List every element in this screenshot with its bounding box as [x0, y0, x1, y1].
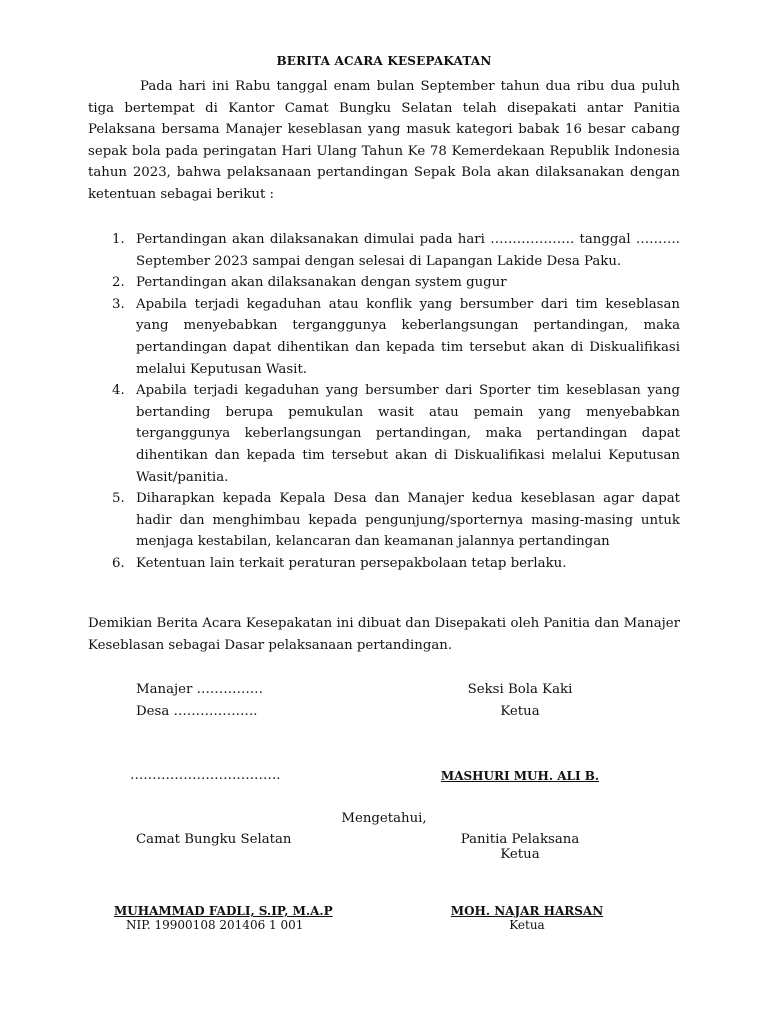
list-item: [88, 294, 680, 380]
list-item: [88, 488, 680, 553]
list-item: [88, 380, 680, 488]
camat-nip: NIP. 19900108 201406 1 001: [126, 918, 304, 932]
seksi-name: MASHURI MUH. ALI B.: [440, 769, 600, 783]
panitia-label: Panitia Pelaksana: [460, 832, 580, 847]
list-item: [88, 272, 680, 294]
item-number: 5.: [112, 491, 125, 507]
camat-name: MUHAMMAD FADLI, S.IP, M.A.P: [114, 904, 333, 918]
item-text: Pertandingan akan dilaksanakan dengan system gugur: [136, 275, 507, 291]
provisions-list: [88, 229, 680, 575]
panitia-name: MOH. NAJAR HARSAN: [450, 904, 604, 918]
item-number: 2.: [112, 275, 125, 291]
item-text: Apabila terjadi kegaduhan yang bersumber dari Sporter tim keseblasan yang bertanding berupa pemukulan wasit atau pemain yang menyebabkan terganggunya keberlangsungan pertandingan, maka pertandingan dapat dihentikan dan kepada tim tersebut akan di Diskualifikasi melalui Keputusan Wasit/panitia.: [136, 383, 680, 485]
closing-paragraph: Demikian Berita Acara Kesepakatan ini dibuat dan Disepakati oleh Panitia dan Manajer Keseblasan sebagai Dasar pelaksanaan pertandingan.: [88, 616, 680, 653]
manager-label: Manajer ……………: [136, 682, 264, 697]
item-text: Pertandingan akan dilaksanakan dimulai pada hari ………………. tanggal ………. September 2023 sampai dengan selesai di Lapangan Lakide Desa Paku.: [136, 232, 680, 269]
camat-label: Camat Bungku Selatan: [136, 832, 292, 847]
mengetahui-label: Mengetahui,: [341, 811, 427, 826]
panitia-name-title: Ketua: [509, 918, 545, 932]
desa-label: Desa ……………….: [136, 704, 258, 719]
document-title: BERITA ACARA KESEPAKATAN: [276, 54, 492, 68]
item-text: Diharapkan kepada Kepala Desa dan Manajer kedua keseblasan agar dapat hadir dan menghimbau kepada pengunjung/sporternya masing-masing untuk menjaga kestabilan, kelancaran dan keamanan jalannya pertandingan: [136, 491, 680, 550]
list-item: [88, 553, 680, 575]
item-number: 6.: [112, 555, 125, 571]
item-number: 3.: [112, 296, 125, 312]
list-item: [88, 229, 680, 272]
item-text: Apabila terjadi kegaduhan atau konflik yang bersumber dari tim keseblasan yang menyebabkan terganggunya keberlangsungan pertandingan, maka pertandingan dapat dihentikan dan kepada tim tersebut akan di Diskualifikasi melalui Keputusan Wasit.: [136, 296, 680, 377]
item-text: Ketentuan lain terkait peraturan persepakbolaan tetap berlaku.: [136, 555, 567, 571]
panitia-title: Ketua: [500, 847, 540, 862]
item-number: 1.: [112, 232, 125, 247]
item-number: 4.: [112, 383, 125, 399]
intro-paragraph: [88, 76, 680, 206]
intro-text: Pada hari ini Rabu tanggal enam bulan September tahun dua ribu dua puluh tiga bertempat di Kantor Camat Bungku Selatan telah disepakati antar Panitia Pelaksana bersama Manajer keseblasan yang masuk kategori babak 16 besar cabang sepak bola pada peringatan Hari Ulang Tahun Ke 78 Kemerdekaan Republik Indonesia tahun 2023, bahwa pelaksanaan pertandingan Sepak Bola akan dilaksanakan dengan ketentuan sebagai berikut :: [88, 79, 680, 202]
manager-signature-line: …………………………….: [130, 768, 281, 783]
seksi-title: Ketua: [500, 704, 540, 719]
seksi-role: Seksi Bola Kaki: [467, 682, 573, 697]
